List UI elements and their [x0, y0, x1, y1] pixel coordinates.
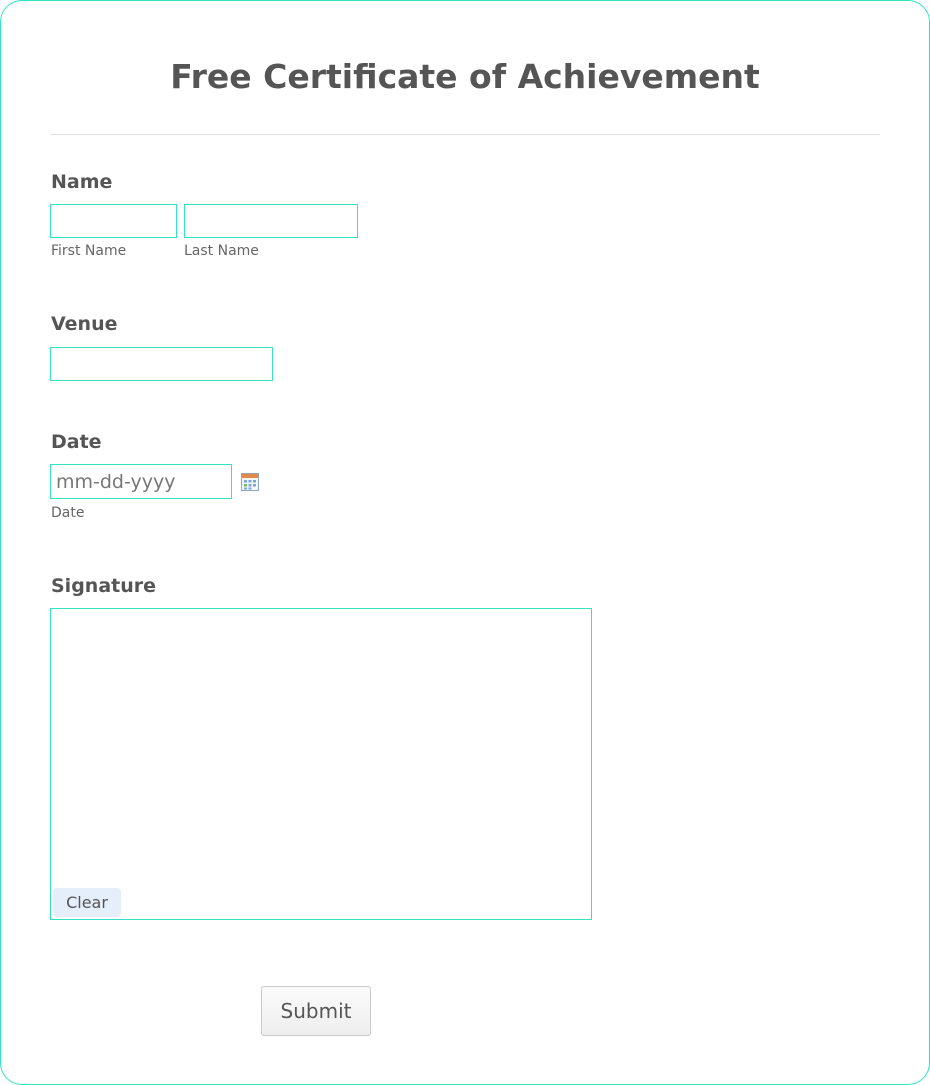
signature-label: Signature	[51, 575, 157, 597]
last-name-input[interactable]	[184, 204, 358, 238]
first-name-input[interactable]	[50, 204, 177, 238]
last-name-sublabel: Last Name	[184, 243, 259, 259]
name-label: Name	[51, 171, 113, 193]
venue-label: Venue	[51, 313, 118, 335]
clear-signature-button[interactable]: Clear	[53, 888, 121, 917]
calendar-icon[interactable]	[241, 473, 259, 491]
title-divider	[50, 134, 880, 135]
signature-pad[interactable]	[50, 608, 592, 920]
date-input[interactable]	[50, 464, 232, 499]
venue-input[interactable]	[50, 347, 273, 381]
form-title: Free Certificate of Achievement	[170, 57, 760, 96]
submit-button[interactable]: Submit	[261, 986, 371, 1036]
first-name-sublabel: First Name	[51, 243, 127, 259]
date-sublabel: Date	[51, 505, 85, 521]
date-label: Date	[51, 431, 102, 453]
